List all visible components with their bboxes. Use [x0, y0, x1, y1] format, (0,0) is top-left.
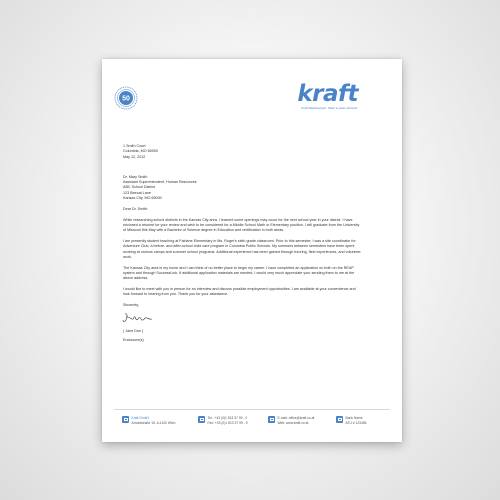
recipient-address	[123, 175, 363, 201]
closing: Sincerely,	[123, 303, 139, 308]
footer-web	[268, 416, 314, 425]
recipient-line: ABC School District	[123, 185, 156, 190]
footer-email: E-mail: office@kraft.co.at	[277, 416, 315, 420]
logo-tagline: Kraft Mietlösungen. Stark in jeder Hinsicht.	[301, 106, 358, 110]
mail-icon	[268, 416, 275, 423]
letterhead-footer	[114, 409, 390, 432]
footer-website: Web: www.kraft.co.at	[277, 420, 309, 425]
footer-bank-name: Bank Name	[345, 416, 363, 420]
footer-company-address: Arnoldstraße 15, A-1100 Wien	[131, 420, 176, 425]
letter-body	[123, 144, 363, 343]
footer-fax: Fax: +43 (0)1 813 37 99 - 9	[207, 420, 248, 425]
letter-date: May 12, 2012	[123, 154, 146, 159]
salutation: Dear Dr. Smith:	[123, 206, 149, 211]
bank-icon	[336, 416, 343, 423]
paragraph: I am presently student teaching at Fairlane Elementary in Ms. Roger's sixth grade classroom. Prior to this semester, I was a site coordinator for Adventure Club, a before- and after-school child care program in Columbia Public Schools. My summers between semesters have been spent working at various camps and summer school programs. Additional experience has been gained through tutoring, field experiences, and volunteer work.	[123, 239, 361, 259]
sender-address	[123, 144, 363, 160]
location-icon	[122, 416, 129, 423]
footer-company	[122, 416, 175, 425]
recipient-line: Dr. Mary Smith	[123, 174, 148, 179]
letterhead-page	[102, 59, 402, 442]
signer-name: ( Jane Doe )	[123, 328, 144, 333]
recipient-line: Kansas City, MO 65000	[123, 196, 162, 201]
paragraph: While researching school districts in the Kansas City area, I learned some openings may occur for the next school year in your district. I have enclosed a résumé for your review and wish to be considered for a Middle School Math or Elementary position. I will graduate from the University of Missouri this May with a Bachelor of Science degree in Education and certification in both areas.	[123, 217, 360, 233]
signature	[121, 311, 161, 325]
footer-tel: Tel.: +43 (0)1 813 37 99 - 0	[207, 416, 248, 420]
footer-company-name: Kraft GmbH	[131, 416, 149, 420]
footer-bank	[336, 416, 367, 425]
sender-line: 1 Smith Court	[123, 144, 146, 148]
paragraph: I would like to meet with you in person for an interview and discuss possible employment opportunities. I am available at your convenience and look forward to hearing from you. Thank you for your assistance.	[123, 287, 356, 297]
logo-wordmark: kraft	[297, 81, 358, 107]
phone-icon	[198, 416, 205, 423]
footer-phone	[198, 416, 248, 425]
recipient-line: 123 Beecat Lane	[123, 190, 151, 195]
anniversary-seal-icon	[114, 86, 138, 110]
company-logo	[297, 82, 358, 110]
recipient-line: Assistant Superintendent, Human Resources	[123, 180, 197, 185]
enclosure-note: Enclosure(s)	[123, 338, 144, 343]
seal-number: 50	[122, 95, 130, 103]
paragraph: The Kansas City area is my home and I can think of no better place to begin my career. I have completed an application on both on the REAP system and through SuccessLink. If additional application materials are needed, I would very much appreciate your sending them to me at the above address.	[123, 265, 355, 281]
sender-line: Columbia, MO 65000	[123, 149, 158, 154]
footer-bank-id: ATU # 123456	[345, 420, 367, 425]
